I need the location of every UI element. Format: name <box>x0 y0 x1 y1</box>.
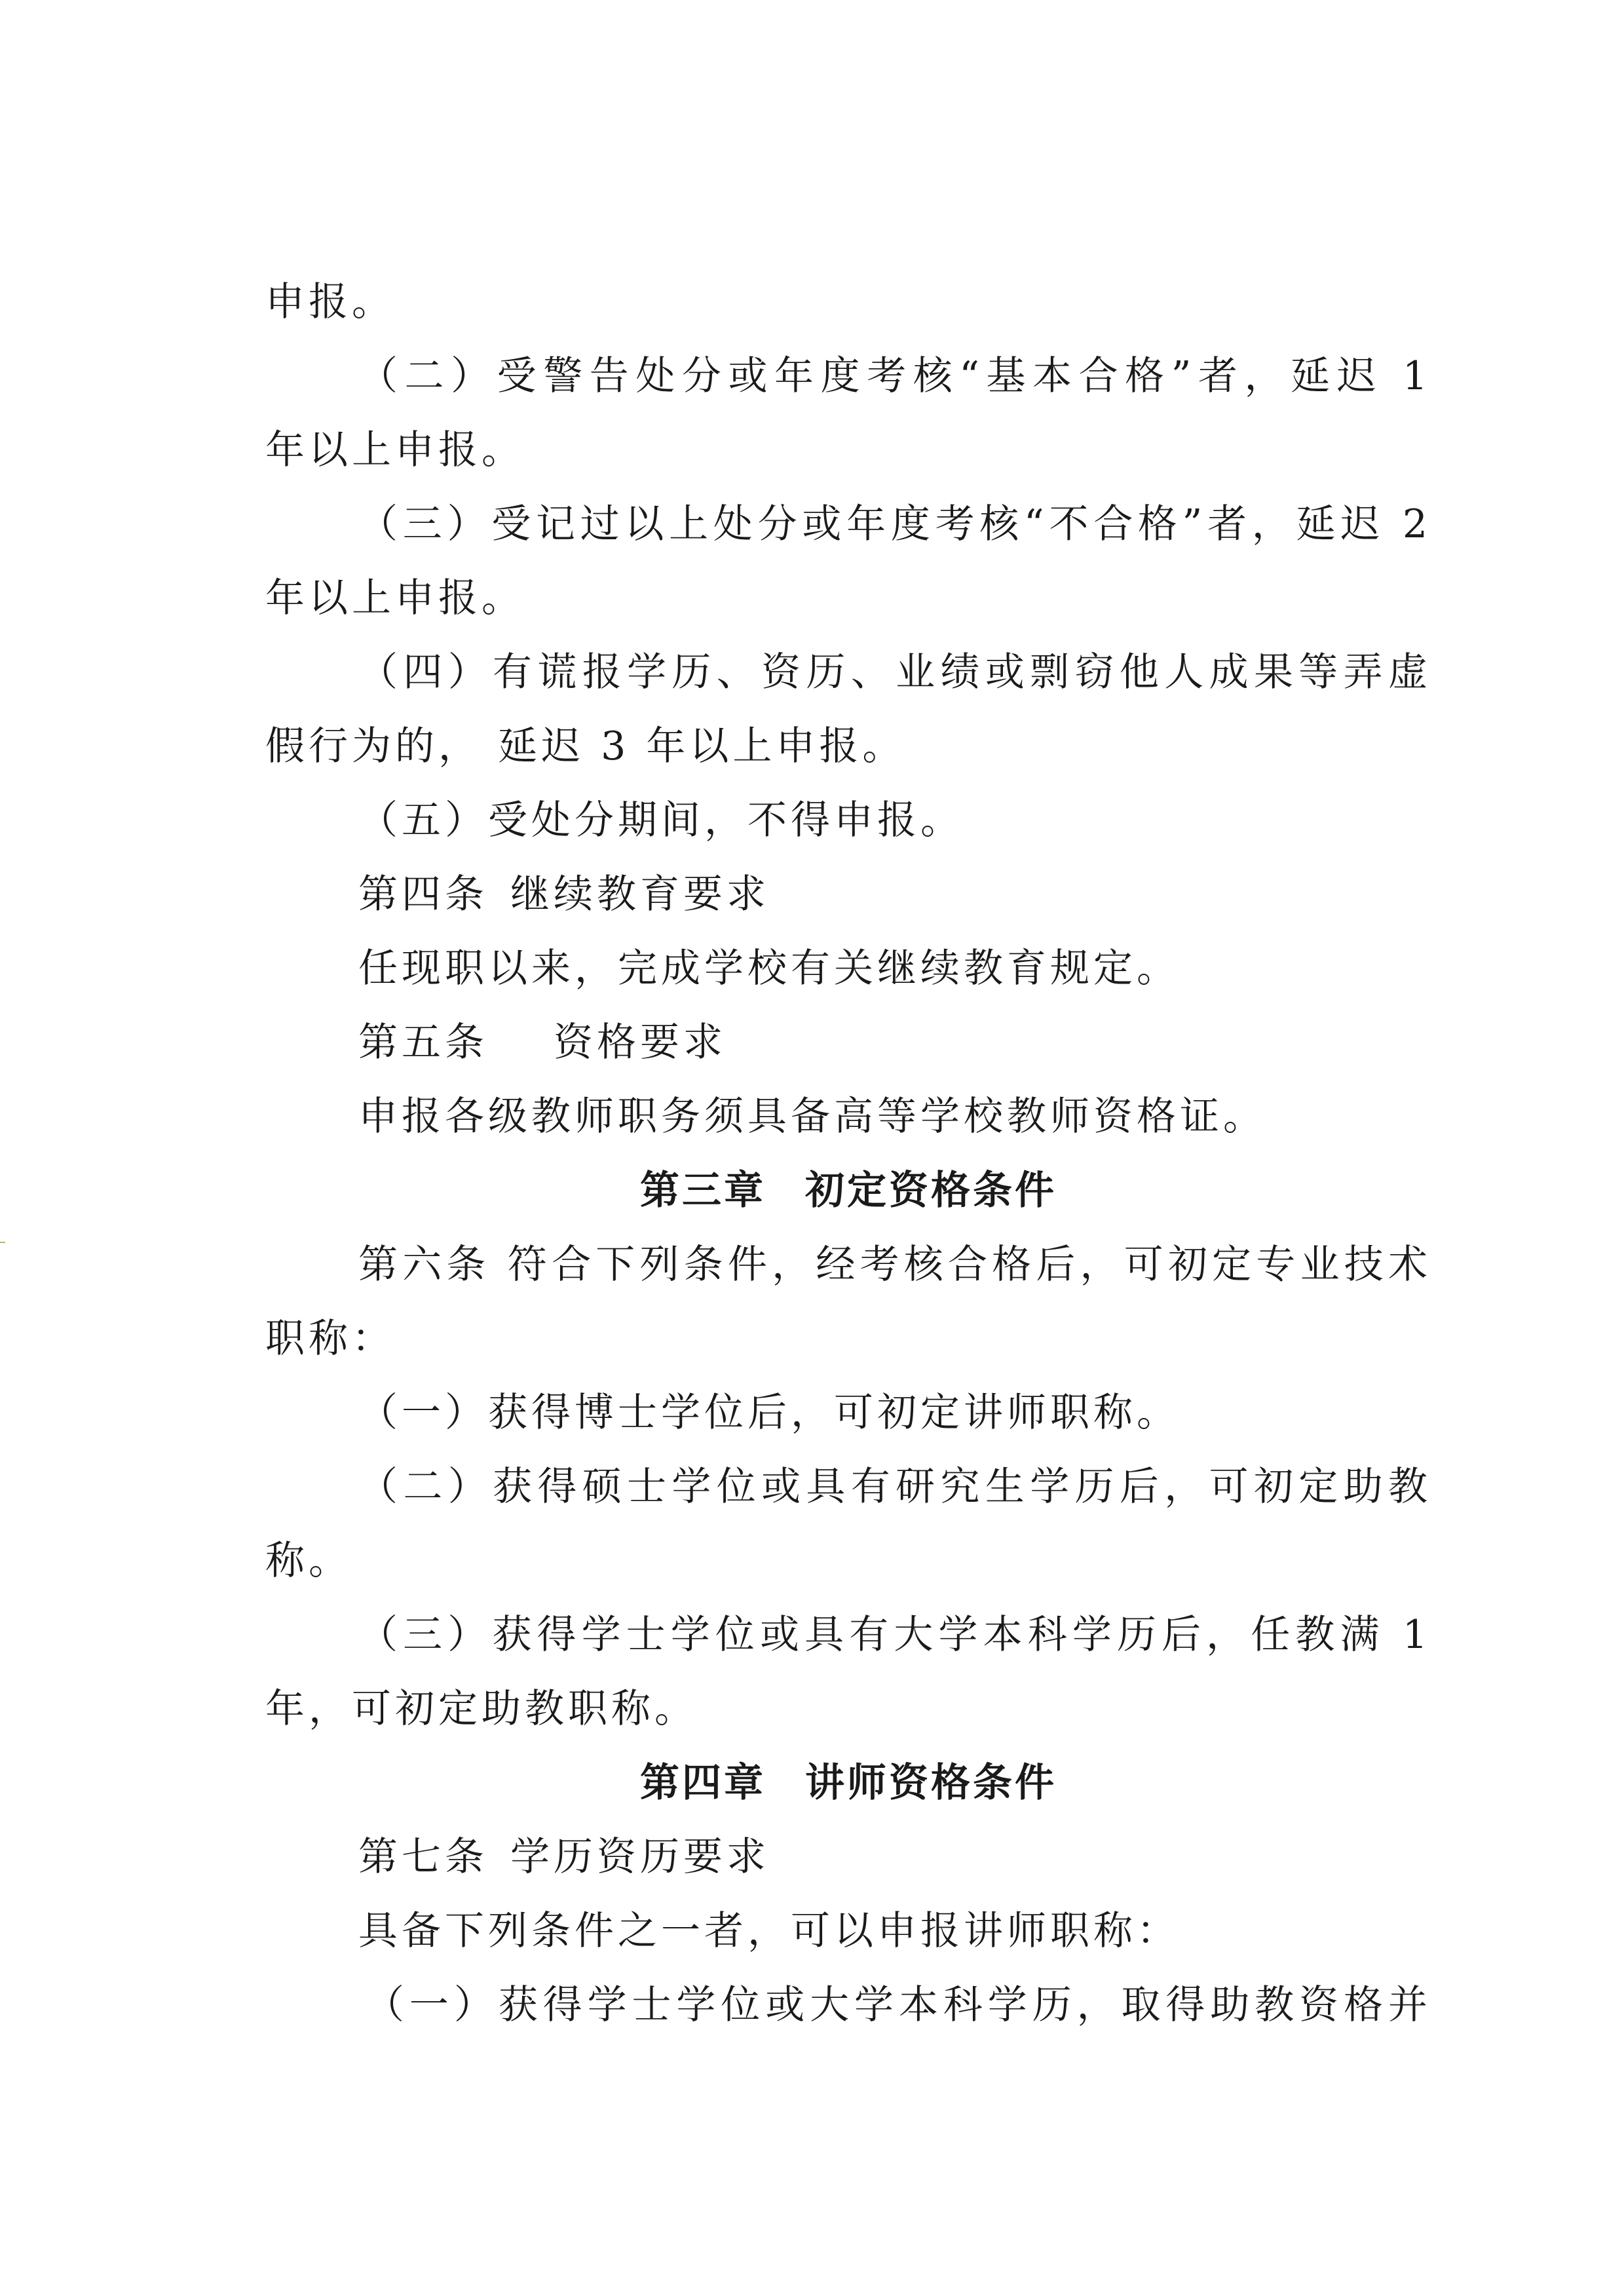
paragraph-line: （三）受记过以上处分或年度考核“不合格”者，延迟 2 <box>358 501 1431 547</box>
article-title: 继续教育要求 <box>510 871 770 917</box>
paragraph-line: 称。 <box>265 1538 352 1584</box>
paragraph-line: 申报。 <box>265 279 395 325</box>
chapter-number: 第四章 <box>640 1760 766 1806</box>
chapter-heading <box>265 1746 1431 1820</box>
paragraph-line: （一）获得学士学位或大学本科学历，取得助教资格并 <box>365 1982 1431 2028</box>
scan-edge-mark <box>0 1242 5 1243</box>
paragraph-line: 具备下列条件之一者，可以申报讲师职称： <box>358 1908 1180 1954</box>
chapter-number: 第三章 <box>640 1168 766 1214</box>
paragraph-line: （四）有谎报学历、资历、业绩或剽窃他人成果等弄虚 <box>358 649 1431 695</box>
chapter-heading <box>265 1154 1431 1228</box>
paragraph-line: （二）获得硕士学位或具有研究生学历后，可初定助教 <box>358 1464 1431 1510</box>
paragraph-line: 年以上申报。 <box>265 427 525 473</box>
article-heading <box>265 1820 1431 1894</box>
chapter-title: 讲师资格条件 <box>805 1760 1057 1806</box>
paragraph-line: （二）受警告处分或年度考核“基本合格”者，延迟 1 <box>358 353 1431 399</box>
article-heading <box>265 858 1431 932</box>
paragraph-line: （五）受处分期间，不得申报。 <box>358 797 964 843</box>
paragraph-line: 年以上申报。 <box>265 575 525 621</box>
paragraph-line: 第六条 符合下列条件，经考核合格后，可初定专业技术 <box>358 1242 1431 1288</box>
document-body <box>265 265 1431 2042</box>
chapter-title: 初定资格条件 <box>805 1168 1057 1214</box>
article-heading <box>265 1006 1431 1080</box>
paragraph-line: 任现职以来，完成学校有关继续教育规定。 <box>358 946 1180 991</box>
paragraph-line: 年，可初定助教职称。 <box>265 1686 698 1732</box>
paragraph-line: 申报各级教师职务须具备高等学校教师资格证。 <box>358 1094 1266 1139</box>
article-title: 学历资历要求 <box>510 1834 770 1880</box>
paragraph-line: （一）获得博士学位后，可初定讲师职称。 <box>358 1390 1180 1436</box>
paragraph-line: （三）获得学士学位或具有大学本科学历后，任教满 1 <box>358 1612 1431 1658</box>
article-number: 第五条 <box>358 1020 488 1065</box>
paragraph-line: 假行为的， 延迟 3 年以上申报。 <box>265 723 906 769</box>
article-title: 资格要求 <box>554 1020 727 1065</box>
article-number: 第四条 <box>358 871 488 917</box>
article-number: 第七条 <box>358 1834 488 1880</box>
paragraph-line: 职称： <box>265 1316 395 1362</box>
